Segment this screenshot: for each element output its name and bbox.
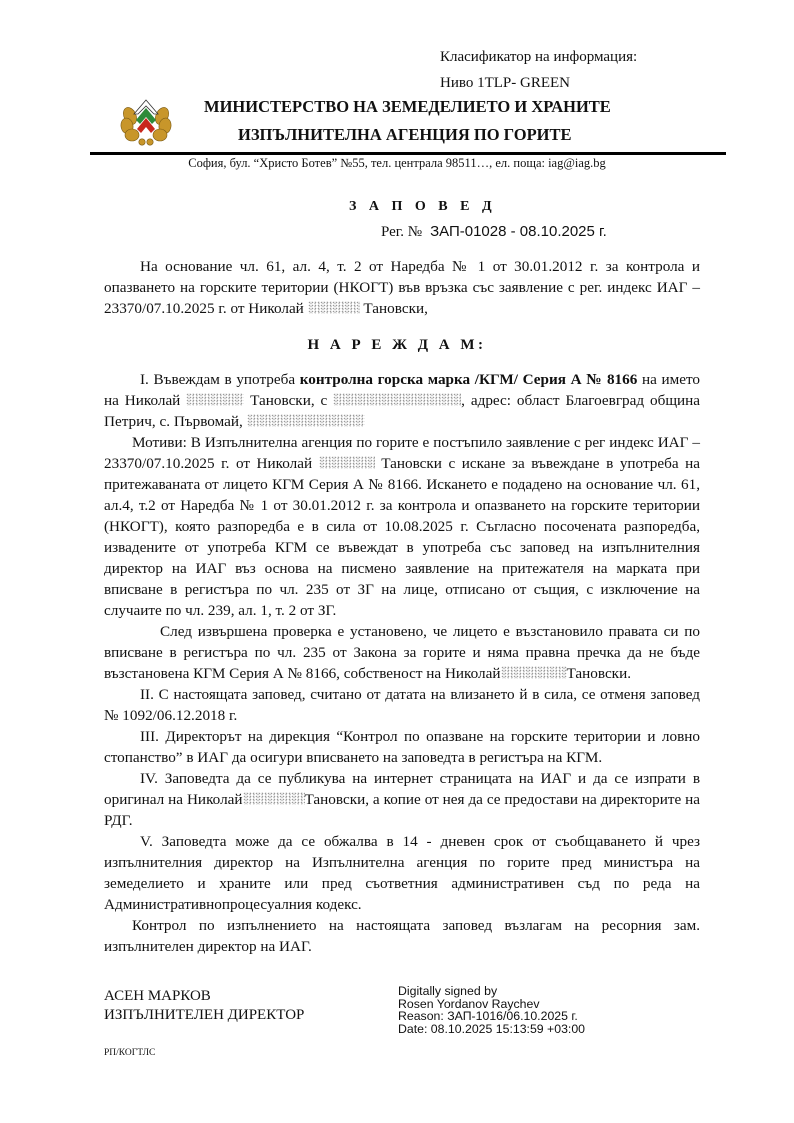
registration-line [381, 222, 700, 242]
item-ii: II. С настоящата заповед, считано от датата на влизането й в сила, се отменя заповед № 1092/06.12.2018 г. [104, 686, 700, 724]
digital-signature-signer: Rosen Yordanov Raychev [398, 996, 540, 1011]
agency-address: София, бул. “Христо Ботев” №55, тел. централа 98511…, ел. поща: iag@iag.bg [188, 156, 606, 170]
check-paragraph [104, 621, 700, 684]
item-i-text: I. Въвеждам в употреба [140, 371, 296, 388]
redacted-address [247, 414, 365, 427]
check-text: След извършена проверка е установено, че лицето е възстановило правата си по вписване в регистъра по чл. 235 от Закона за горите и няма правна пречка да не бъде възстановена КГМ Серия А № 8166, собственост на Николай [104, 623, 700, 682]
check-text-2: Тановски. [566, 665, 631, 682]
item-i-text-3: Тановски, с [250, 392, 328, 409]
organization-header [104, 96, 700, 152]
motives [104, 432, 700, 621]
item-v: V. Заповедта може да се обжалва в 14 - дневен срок от съобщаването й чрез изпълнителния директор на Изпълнителна агенция по горите пред министъра на земеделието и храните или пред съответния административен съд по реда на Административнопроцесуалния кодекс. [104, 833, 700, 913]
redacted-id [333, 393, 461, 406]
registration-number: ЗАП-01028 - 08.10.2025 г. [430, 223, 607, 240]
item-i-text-4: , адрес: област Благоевград община Петрич, с. Първомай, [104, 392, 701, 430]
digital-signature-reason: Reason: ЗАП-1016/06.10.2025 г. [398, 1009, 578, 1023]
digital-signature [398, 985, 585, 1035]
item-i-text-2: на името на Николай [104, 371, 701, 409]
control-paragraph: Контрол по изпълнението на настоящата заповед възлагам на ресорния зам. изпълнителен директор на ИАГ. [104, 917, 700, 955]
redacted-name [501, 666, 567, 679]
redacted-name [243, 792, 305, 805]
signature-row [104, 984, 700, 1036]
intro-paragraph [104, 256, 700, 319]
item-iv [104, 768, 700, 831]
intro-text-end: Тановски, [363, 300, 428, 317]
motives-text: Мотиви: В Изпълнителна агенция по горите е постъпило заявление с рег индекс ИАГ – 23370/07.10.2025 г. от Николай [104, 434, 700, 472]
forest-agency-emblem-icon [118, 98, 174, 148]
item-i [104, 369, 700, 432]
classifier-level: Ниво 1TLP- GREEN [440, 75, 570, 91]
order-body [104, 369, 700, 957]
redacted-name [319, 456, 375, 469]
digital-signature-line: Digitally signed by [398, 984, 498, 998]
digital-signature-date: Date: 08.10.2025 15:13:59 +03:00 [398, 1021, 586, 1036]
item-iv-text-2: Тановски, а копие от нея да се предостави на директорите на РДГ. [104, 791, 700, 829]
redacted-name [186, 393, 244, 406]
agency-name: ИЗПЪЛНИТЕЛНА АГЕНЦИЯ ПО ГОРИТЕ [238, 125, 572, 144]
motives-text-2: Тановски с искане за въвеждане в употреба на притежаваната от лицето КГМ Серия А № 8166. Искането е подадено на основание чл. 61, ал.4, т.2 от Наредба № 1 от 30.01.2012 г. за контрола и опазването на горските територии (НКОГТ), която разпоредба е в сила от 10.08.2025 г. Съгласно посочената разпоредба, извадените от употреба КГМ се въвеждат в употреба със заповед на изпълнителния директор на ИАГ въз основа на писмено заявление на притежателя на марката при вписване в регистъра по чл. 235 от ЗГ на лице, отписано от същия, с изключение на случаите по чл. 239, ал. 1, т. 2 от ЗГ. [104, 455, 700, 619]
item-iv-text: IV. Заповедта да се публикува на интернет страницата на ИАГ и да се изпрати в оригинал на Николай [104, 770, 700, 808]
document-title: З А П О В Е Д [349, 199, 497, 214]
classifier-label: Класификатор на информация: [440, 49, 638, 65]
signer-block [104, 987, 384, 1025]
intro-text: На основание чл. 61, ал. 4, т. 2 от Наредба № 1 от 30.01.2012 г. за контрола и опазването на горските територии (НКОГТ) във връзка със заявление с рег. индекс ИАГ – 23370/07.10.2025 г. от Николай [104, 258, 700, 317]
item-i-bold: контролна горска марка /КГМ/ Серия А № 8166 [299, 371, 638, 388]
redacted-name [308, 301, 360, 314]
ministry-name: МИНИСТЕРСТВО НА ЗЕМЕДЕЛИЕТО И ХРАНИТЕ [204, 97, 611, 116]
command-heading: Н А Р Е Ж Д А М: [307, 337, 487, 353]
signer-name: АСЕН МАРКОВ [104, 988, 211, 1004]
item-iii: III. Директорът на дирекция “Контрол по опазване на горските територии и ловно стопанство” в ИАГ да осигури вписването на заповедта в регистъра на КГМ. [104, 728, 700, 766]
author-initials: РП/КОГТЛС [104, 1048, 156, 1058]
registration-label: Рег. № [381, 224, 423, 240]
signer-position: ИЗПЪЛНИТЕЛЕН ДИРЕКТОР [104, 1007, 305, 1023]
